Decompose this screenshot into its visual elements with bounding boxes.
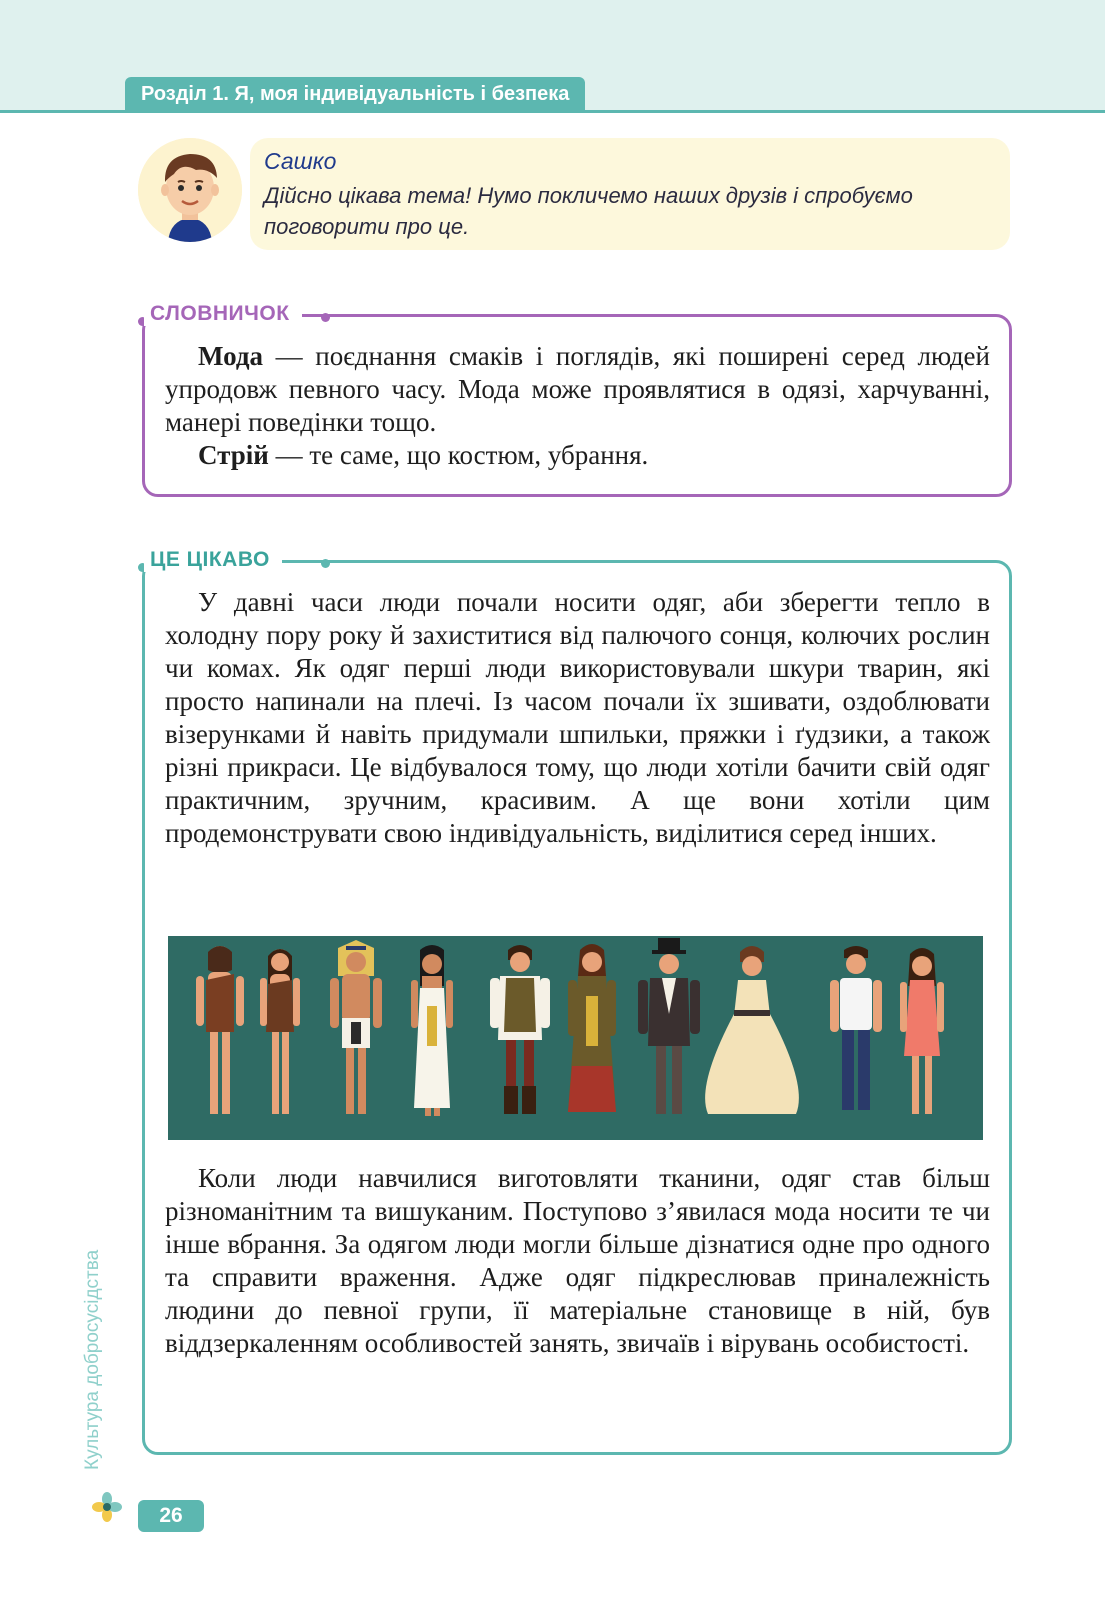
paragraph-text: Коли люди навчилися виготовляти тканини, одяг став більш різноманітним та вишуканим. Поступово з’явилася мода носити те чи інше вбрання. За одягом люди могли більше дізнатися одне про одного та справити враження. Адже одяг підкреслював приналежність людини до певної групи, її матеріальне становище в ній, був віддзеркаленням особливостей занять, звичаїв і вірувань особистості.	[165, 1163, 990, 1358]
sidebar-title: Культура добросусідства	[82, 1249, 103, 1470]
chapter-tab: Розділ 1. Я, моя індивідуальність і безпека	[125, 77, 585, 112]
fashion-history-illustration	[168, 936, 983, 1140]
paragraph-text: У давні часи люди почали носити одяг, аби зберегти тепло в холодну пору року й захиститися від палючого сонця, колючих рослин чи комах. Як одяг перші люди використовували шкури тварин, які просто напинали на плечі. Із часом почали їх зшивати, оздоблювати візерунками й навіть придумали шпильки, пряжки і ґудзики, а також різні прикраси. Це відбувалося тому, що люди хотіли бачити свій одяг практичним, зручним, красивим. А ще вони хотіли цим продемонструвати свою індивідуальність, виділитися серед інших.	[165, 587, 990, 848]
glossary-label: СЛОВНИЧОК	[144, 302, 302, 326]
glossary-term: Мода	[198, 341, 264, 371]
speech-text: Дійсно цікава тема! Нумо покличемо наших друзів і спробуємо поговорити про це.	[264, 183, 913, 239]
interesting-label: ЦЕ ЦІКАВО	[144, 548, 282, 572]
speaker-name: Сашко	[264, 148, 337, 174]
glossary-entry	[165, 340, 990, 439]
speech-bubble	[250, 138, 1010, 250]
interesting-dot-right	[321, 559, 330, 568]
interesting-paragraph-1	[165, 586, 990, 850]
sashko-avatar	[138, 138, 242, 242]
glossary-entry	[165, 439, 990, 472]
glossary-definition: — поєднання смаків і поглядів, які поширені серед людей упродовж певного часу. Мода може проявлятися в одязі, харчуванні, манері поведінки тощо.	[165, 341, 990, 437]
interesting-paragraph-2	[165, 1162, 990, 1360]
glossary-definition: — те саме, що костюм, убрання.	[268, 440, 649, 470]
glossary-dot-right	[321, 313, 330, 322]
flower-icon	[92, 1492, 122, 1527]
glossary-text	[165, 340, 990, 472]
glossary-term: Стрій	[198, 440, 269, 470]
page-number: 26	[138, 1500, 204, 1532]
